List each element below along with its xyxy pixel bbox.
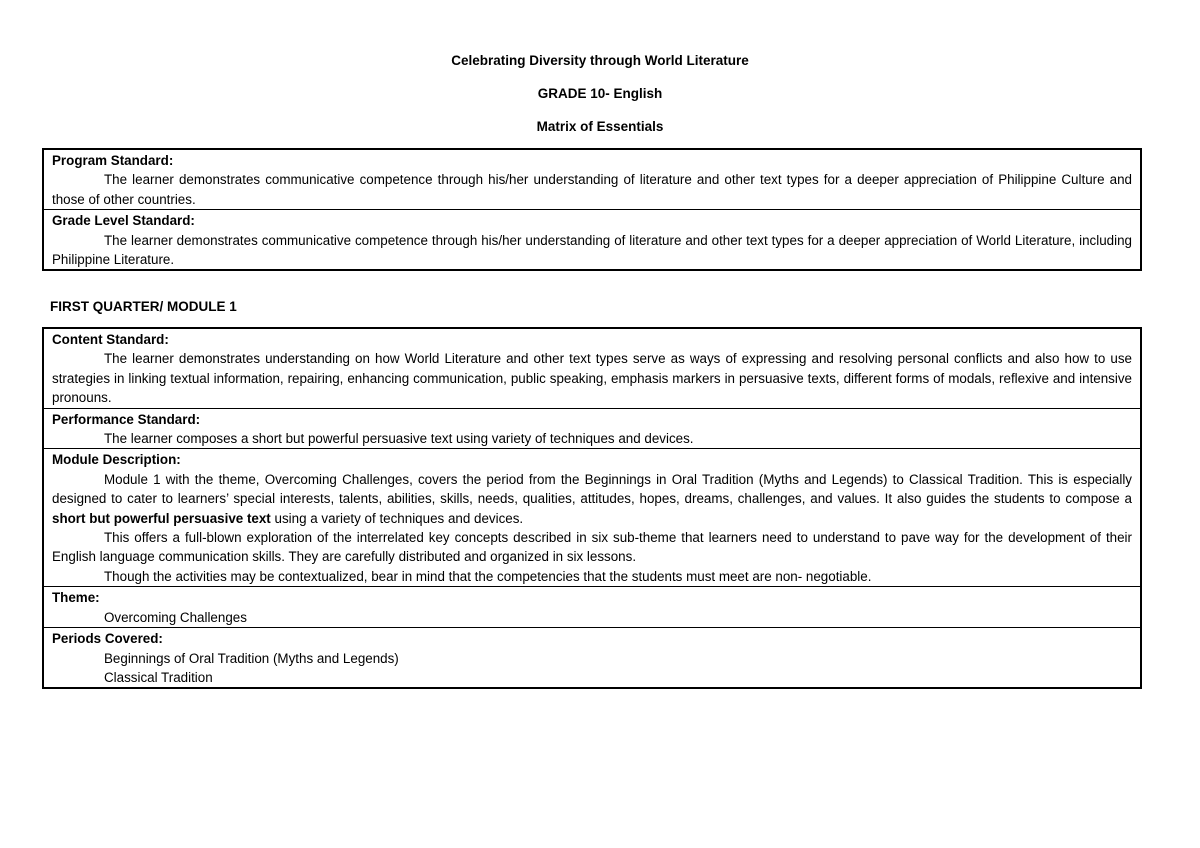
periods-covered-label: Periods Covered: — [52, 631, 163, 647]
description-emphasis: short but powerful persuasive text — [52, 510, 271, 526]
document-title: Celebrating Diversity through World Literature — [451, 53, 749, 68]
theme-label: Theme: — [52, 590, 100, 606]
period-item: Beginnings of Oral Tradition (Myths and Legends) — [104, 650, 399, 666]
performance-standard-label: Performance Standard: — [52, 411, 201, 427]
grade-level-standard-label: Grade Level Standard: — [52, 213, 195, 229]
description-text-end: using a variety of techniques and devices. — [274, 510, 524, 526]
content-standard-label: Content Standard: — [52, 332, 169, 347]
module-table — [42, 327, 1142, 689]
grade-level-standard-cell — [44, 209, 1140, 269]
periods-covered-cell — [44, 627, 1140, 687]
description-text-start: Module 1 with the theme, Overcoming Challenges, covers the period from the Beginnings in Oral Tradition (Myths and Legends) to Classical Tradition. This is especially designed to cater to learners’ special interests, talents, abilities, skills, needs, qualities, attitudes, hopes, dreams, challenges, and values. It also guides the students to compose a — [52, 471, 1132, 507]
theme-text: Overcoming Challenges — [104, 609, 247, 625]
grade-level-standard-text: The learner demonstrates communicative competence through his/her understanding of literature and other text types for a deeper appreciation of World Literature, including Philippine Literature. — [52, 232, 1132, 268]
module-description-paragraph-3: Though the activities may be contextualized, bear in mind that the competencies that the students must meet are non- negotiable. — [104, 568, 872, 584]
program-standard-label: Program Standard: — [52, 153, 174, 168]
module-description-paragraph-2: This offers a full-blown exploration of the interrelated key concepts described in six sub-theme that learners need to understand to pave way for the development of their English language communication skills. They are carefully distributed and organized in six lessons. — [52, 530, 1132, 565]
program-standard-text: The learner demonstrates communicative competence through his/her understanding of literature and other text types for a deeper appreciation of Philippine Culture and those of other countries. — [52, 172, 1132, 207]
content-standard-text: The learner demonstrates understanding on how World Literature and other text types serve as ways of expressing and resolving personal conflicts and also how to use strategies in linking textual information, repairing, enhancing communication, public speaking, emphasis markers in persuasive texts, different forms of modals, reflexive and intensive pronouns. — [52, 351, 1132, 406]
grade-heading: GRADE 10- English — [537, 86, 663, 101]
module-description-paragraph-1 — [52, 470, 1132, 528]
content-standard-cell — [44, 329, 1140, 408]
performance-standard-text: The learner composes a short but powerful persuasive text using variety of techniques and devices. — [104, 431, 694, 447]
matrix-heading: Matrix of Essentials — [536, 119, 664, 134]
standards-table — [42, 148, 1142, 271]
module-description-label: Module Description: — [52, 452, 181, 468]
performance-standard-cell — [44, 408, 1140, 449]
period-item: Classical Tradition — [104, 669, 213, 685]
module-description-cell — [44, 448, 1140, 586]
theme-cell — [44, 586, 1140, 627]
quarter-title: FIRST QUARTER/ MODULE 1 — [50, 299, 237, 314]
program-standard-cell — [44, 150, 1140, 209]
